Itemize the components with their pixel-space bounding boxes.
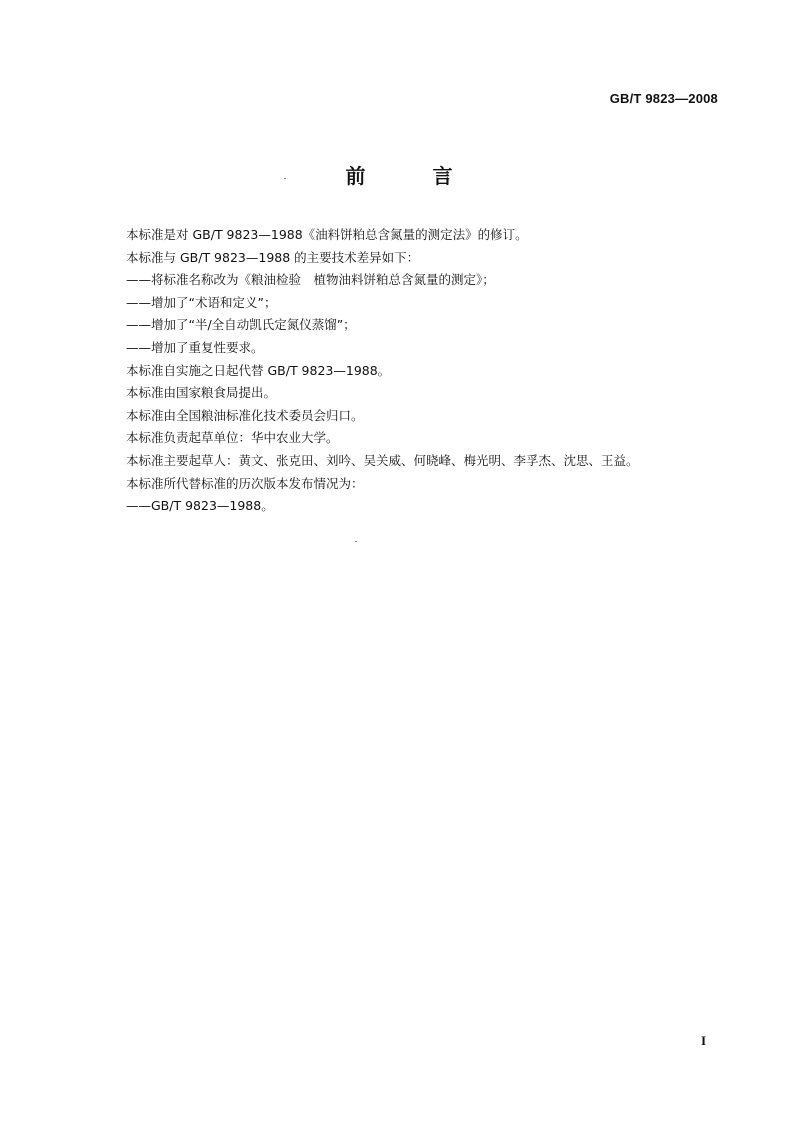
list-item: ——增加了“半/全自动凯氏定氮仪蒸馏”； (126, 317, 356, 333)
list-item: ——将标准名称改为《粮油检验 植物油料饼粕总含氮量的测定》； (126, 272, 495, 288)
list-item: ——增加了“术语和定义”； (126, 294, 277, 310)
scan-speck (355, 541, 357, 542)
standard-code: GB/T 9823—2008 (609, 91, 718, 106)
paragraph-line: 本标准负责起草单位：华中农业大学。 (126, 430, 339, 446)
paragraph-line: 本标准自实施之日起代替 GB/T 9823—1988。 (126, 362, 391, 378)
paragraph-line: 本标准由国家粮食局提出。 (126, 385, 277, 401)
paragraph-line: 本标准主要起草人：黄文、张克田、刘吟、吴关威、何晓峰、梅光明、李孚杰、沈思、王益。 (126, 452, 639, 468)
scan-speck (284, 178, 286, 179)
foreword-body (126, 224, 726, 518)
list-item: ——增加了重复性要求。 (126, 339, 264, 355)
page-number: I (700, 1033, 706, 1048)
paragraph-line: 本标准由全国粮油标准化技术委员会归口。 (126, 407, 364, 423)
paragraph-line: 本标准所代替标准的历次版本发布情况为： (126, 475, 364, 491)
section-title: 前 言 (345, 164, 483, 188)
list-item: ——GB/T 9823—1988。 (126, 498, 274, 514)
paragraph-line: 本标准是对 GB/T 9823—1988《油料饼粕总含氮量的测定法》的修订。 (126, 227, 528, 242)
paragraph-line: 本标准与 GB/T 9823—1988 的主要技术差异如下： (126, 249, 420, 265)
